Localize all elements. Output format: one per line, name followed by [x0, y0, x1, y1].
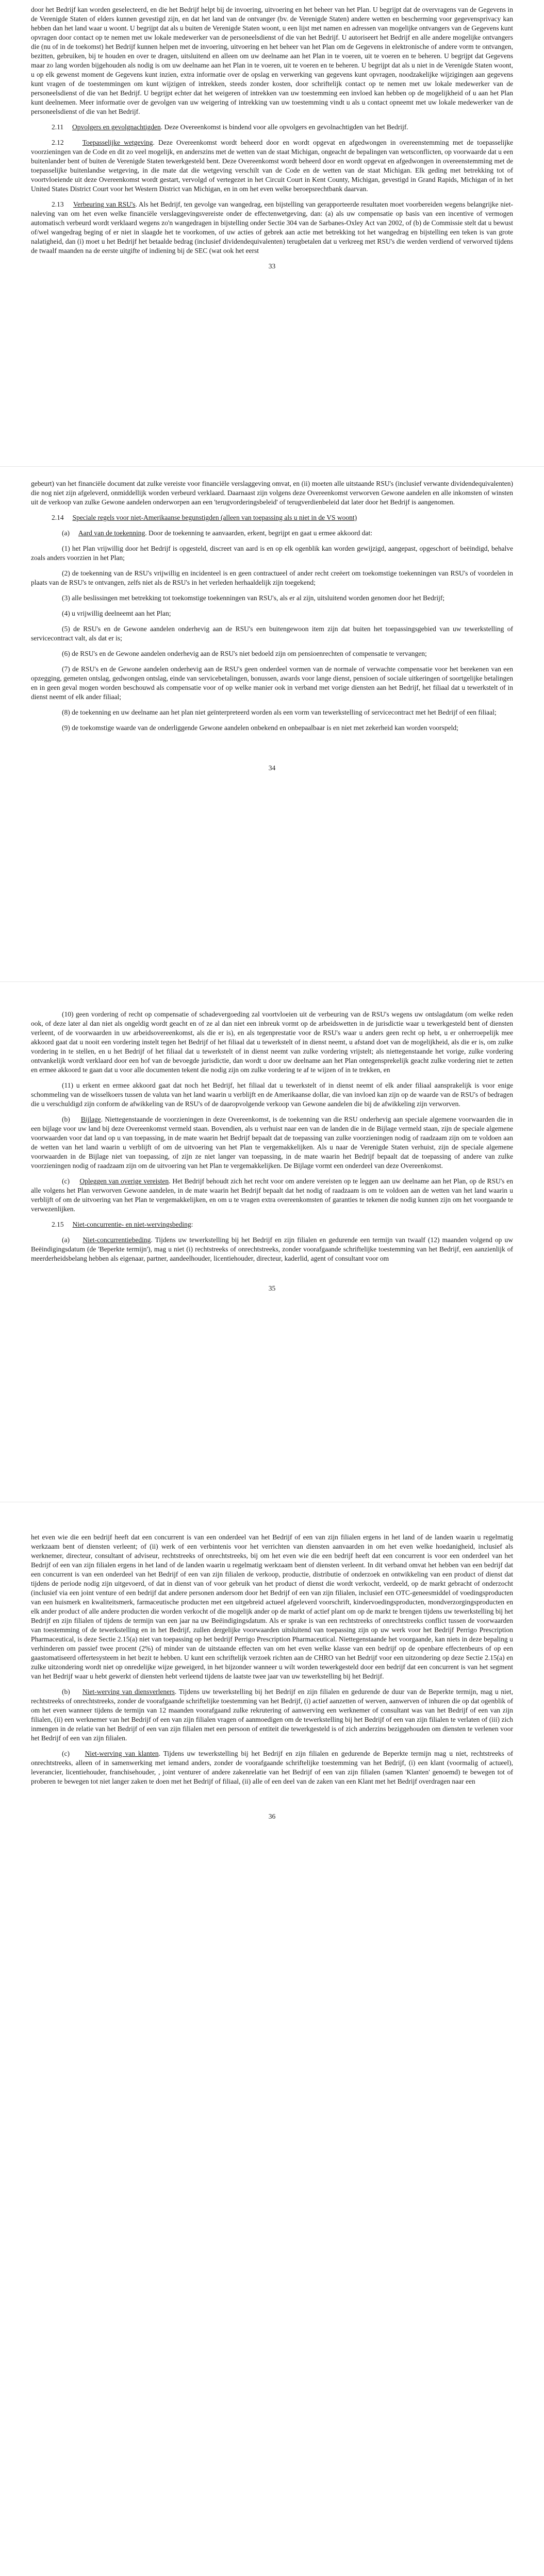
list-item: (2) de toekenning van de RSU's vrijwillig en incidenteel is en geen contractueel of ander recht creëert om toekomstige toekenningen van RSU's of voordelen in plaats van de RSU's te ontvangen, zelfs niet als de RSU's in het verleden herhaaldelijk zijn toegekend;: [31, 569, 513, 586]
clause-title: Bijlage: [80, 1115, 101, 1123]
paragraph: het even wie die een bedrijf heeft dat een concurrent is van een onderdeel van het Bedrijf of een van zijn filialen ergens in het land of de landen waarin u regelmatig werkzaam bent of diensten verleent; of (ii) werk of een verbintenis voor het verrichten van diensten aanvaarden in om het even welke hoedanigheid, inclusief als werknemer, directeur, consultant of adviseur, rechtstreeks of onrechtstreeks, bij om het even wie die een bedrijf heeft dat een concurrent is voor een onderdeel van het Bedrijf of een van zijn filialen ergens in het land of de landen waarin u regelmatig werkzaam bent of diensten verleent. In dit verband omvat het hebben van een bedrijf dat een concurrent is van een onderdeel van het Bedrijf of een van zijn filialen de verkoop, productie, distributie of onderzoek en ontwikkeling van een product of dienst dat tijdens de periode nodig zijn uitgevoerd, of dat in dienst van of voor gebruik van het product of dienst die wordt verkocht, verdeeld, op de markt gebracht of onderzocht (inclusief via een joint venture of een bedrijf dat andere personen andersom door het Bedrijf of een van zijn filialen, inclusief een OTC-geneesmiddel of voedingsproducten van een huismerk en kwaliteitsmerk, farmaceutische producten met een uitgebreid actueel afgeleverd voorschrift, kindervoedingsproducten, mondverzorgingsproducten en elk ander product of alle andere producten die worden verkocht of die mogelijk ander op de markt of actief plant om op de markt te brengen tijdens uw tewerkstelling bij het Bedrijf en zijn filialen of tijdens de termijn van een jaar na uw Beëindigingsdatum. Als er sprake is van een rechtstreeks of onrechtstreeks conflict tussen de voorwaarden van toestemming of de tewerkstelling en in het Bedrijf, zullen dergelijke voorwaarden uitsluitend van toepassing zijn op uw werk voor het Bedrijf Perrigo Prescription Pharmaceutical, is deze Sectie 2.15(a) niet van toepassing op het bedrijf Perrigo Prescription Pharmaceutical. Niettegenstaande het voorgaande, kan niets in deze bepaling u verhinderen om passief twee procent (2%) of minder van de uitstaande effecten van om het even welke klasse van een bedrijf op de openbare effectenbeurs of op een gaastomatiseerd offertesysteem in het bezit te hebben. U kunt een schriftelijk verzoek richten aan de CHRO van het Bedrijf voor een uitzondering op deze Sectie 2.15(a) en zulke uitzondering wordt niet op onredelijke wijze geweigerd, in het bijzonder wanneer u wilt worden tewerkgesteld door een bedrijf dat een concurrent is van het segment van het Bedrijf waar u hebt gewerkt of diensten hebt verleend tijdens de laatste twee jaar van uw tewerkstelling bij het Bedrijf.: [31, 1533, 513, 1680]
section-text: . Deze Overeenkomst is bindend voor alle opvolgers en gevolnachtigden van het Bedrijf.: [160, 123, 408, 131]
list-item: (5) de RSU's en de Gewone aandelen onderhevig aan de RSU's een buitengewoon item zijn dat buiten het toepassingsgebied van uw tewerkstelling of servicecontract valt, als dat er is;: [31, 625, 513, 642]
clause-text: . Tijdens uw tewerkstelling bij het Bedrijf en zijn filialen en gedurende een termijn van twaalf (12) maanden volgend op uw Beëindigingsdatum (de 'Beperkte termijn'), mag u niet (i) rechtstreeks of onrechtstreeks, zonder voorafgaande schriftelijke toestemming van het Bedrijf, een aanzienlijk of meerderheidsbelang hebben als eigenaar, partner, aandeelhouder, licentiehouder, directeur, kaderlid, agent of consultant voor om: [31, 1236, 513, 1262]
section-number: 2.11: [52, 123, 64, 131]
clause-label: (c): [62, 1177, 70, 1185]
section-number: 2.12: [52, 139, 64, 146]
page-34: [31, 479, 513, 773]
section-title: Toepasselijke wetgeving: [82, 139, 153, 146]
list-item: (1) het Plan vrijwillig door het Bedrijf is opgesteld, discreet van aard is en op elk ogenblik kan worden gewijzigd, aangepast, opgeschort of beëindigd, behalve zoals anders voorzien in het Plan;: [31, 545, 513, 562]
section-text: . Deze Overeenkomst wordt beheerd door en wordt opgevat en afgedwongen in overeenstemming met de toepasselijke voorzieningen van de Code en dit zo veel mogelijk, en anderszins met de wetten van de staat Michigan, ongeacht de bepalingen van wetsconflicten, op voorwaarde dat u een buitenlander bent of buiten de Verenigde Staten tewerkgesteld bent. Deze Overeenkomst wordt beheerd door en wordt opgevat en afgedwongen in overeenstemming met de toepasselijke buitenlandse wetgeving, in die mate dat die wetgeving verschilt van de Code en de wetten van de staat Michigan. Elk geding met betrekking tot of voortvloeiende uit deze Overeenkomst wordt gestart, vervolgd of vertegezet in het Circuit Court in Kent County, Michigan, gevestigd in Grand Rapids, Michigan of in het United States District Court voor het Western District van Michigan, en in om het even welke beroepsrechtbank daarvan.: [31, 139, 513, 193]
list-item: (9) de toekomstige waarde van de onderliggende Gewone aandelen onbekend en onbepaalbaar is en niet met zekerheid kan worden voorspeld;: [62, 724, 458, 732]
clause-label: (b): [62, 1115, 70, 1123]
clause-b: [31, 1115, 513, 1171]
clause-label: (b): [62, 1688, 70, 1696]
clause-text: . Tijdens uw tewerkstelling bij het Bedrijf en zijn filialen en gedurende de Beperkte termijn mag u niet, rechtstreeks of onrechtstreeks, alleen of in samenwerking met iemand anders, zonder de voorafgaande schriftelijke toestemming van het Bedrijf, (i) een klant (voormalig of actueel), leverancier, licentiehouder, franchisehouder, , joint venturer of andere zakenrelatie van het Bedrijf of een van zijn filialen (samen 'Klanten' genoemd) te bewegen tot of proberen te bewegen tot niet langer zaken te doen met het Bedrijf of filiaal, (ii) alle of een deel van de zaken van een Klant met het Bedrijf overdragen naar een: [31, 1750, 514, 1785]
section-colon: :: [191, 1221, 193, 1228]
clause-title: Niet-werving van diensverleners: [82, 1688, 175, 1696]
section-2-14: [31, 513, 513, 522]
list-item: (10) geen vordering of recht op compensatie of schadevergoeding zal voortvloeien uit de verbeuring van de RSU's wegens uw ontslagdatum (om welke reden ook, of deze later al dan niet als ongeldig wordt geacht en of ze al dan niet een inbreuk vormt op de arbeidswetten in de jurisdictie waar u tewerkgesteld bent of diensten verleent, of de voorwaarden in uw arbeidsovereenkomst, als die er is), en als tegenprestatie voor de RSU's waar u anders geen recht op hebt, u er onherroepelijk mee akkoord gaat dat u nooit een vordering instelt tegen het Bedrijf of het filiaal dat u tewerkstelt of in dienst neemt, u afstand doet van de mogelijkheid, als die er is, om zulke vordering in te stellen, en u het Bedrijf of het filiaal dat u tewerkstelt of in dienst neemt van zulke vordering vrijstelt; als niettegenstaande het vorige, zulke vordering ontvankelijk wordt verklaard door een hof van de bevoegde jurisdictie, dan wordt u door uw deelname aan het Plan ontegensprekelijk geacht zulke vordering niet te zetten en ermee akkoord te gaan dat u voor alle documenten tekent die nodig zijn om zulke vordering te af te wijzen of in te trekken, en: [31, 1010, 513, 1074]
clause-label: (a): [62, 529, 70, 537]
paragraph: gebeurt) van het financiële document dat zulke vereiste voor financiële verslaggeving omvat, en (ii) moeten alle uitstaande RSU's (inclusief verwante dividendequivalenten) die nog niet zijn afgeleverd, onmiddellijk worden verbeurd verklaard. Daarnaast zijn volgens deze Overeenkomst verworven Gewone aandelen en alle inkomsten of winsten uit de verkoop van zulke Gewone aandelen onderworpen aan een 'terugvorderingsbeleid' of terugverdienbeleid dat later door het Bedrijf is aangenomen.: [31, 480, 513, 506]
clause-c: [31, 1177, 513, 1214]
clause-text: . Door de toekenning te aanvaarden, erkent, begrijpt en gaat u ermee akkoord dat:: [145, 529, 373, 537]
list-item: (4) u vrijwillig deelneemt aan het Plan;: [62, 609, 171, 617]
section-number: 2.13: [52, 200, 64, 208]
list-item: (8) de toekenning en uw deelname aan het plan niet geïnterpreteerd worden als een vorm van tewerkstelling of servicecontract met het Bedrijf of een filiaal;: [62, 708, 497, 716]
clause-label: (c): [62, 1750, 70, 1757]
section-2-12: [31, 138, 513, 194]
list-item: (3) alle beslissingen met betrekking tot toekomstige toekenningen van RSU's, als er al zijn, uitsluitend worden genomen door het Bedrijf;: [62, 594, 445, 602]
clause-text: . Het Bedrijf behoudt zich het recht voor om andere vereisten op te leggen aan uw deelname aan het Plan, op de RSU's en alle volgens het Plan verworven Gewone aandelen, in de mate waarin het Bedrijf bepaalt dat het nodig of raadzaam is om te voldoen aan de wetten van het land waarin u verblijft of om de uitvoering van het Plan te vergemakkelijken, en om u te vragen extra overeenkomsten of garanties te tekenen die nodig kunnen zijn om het voorgaande te verwezenlijken.: [31, 1177, 514, 1213]
page-36: [31, 1533, 513, 1821]
section-2-11: [31, 123, 513, 132]
clause-text: . Tijdens uw tewerkstelling bij het Bedrijf en zijn filialen en gedurende de duur van de Beperkte termijn, mag u niet, rechtstreeks of onrechtstreeks, zonder de voorafgaande schriftelijke toestemming van het Bedrijf, (i) actief aanzetten of werven, aanwerven of inhuren die op dat ogenblik of om het even wanneer tijdens de termijn van 12 maanden voorafgaand zulke rekrutering of aanwerving een werknemer of consultant was van het Bedrijf of een van zijn filialen, (ii) een werknemer van het Bedrijf of een van zijn filialen vragen of aanmoedigen om de tewerkstelling bij het Bedrijf of een van zijn filialen te verlaten of (iii) zich inmengen in de relatie van het Bedrijf of een van zijn filialen met een persoon of entiteit die tewerkgesteld is of zich anderzins beziggehouden om diensten te verlenen voor het Bedrijf of een van zijn filialen.: [31, 1688, 514, 1742]
page-number: 33: [268, 262, 276, 270]
section-title: Speciale regels voor niet-Amerikaanse begunstigden (alleen van toepassing als u niet in de VS woont): [72, 514, 357, 521]
list-item: (11) u erkent en ermee akkoord gaat dat noch het Bedrijf, het filiaal dat u tewerkstelt of in dienst neemt of elk ander filiaal aansprakelijk is voor enige schommeling van de wisselkoers tussen de valuta van het land waarin u verblijft en de Amerikaanse dollar, die van invloed kan zijn op de waarde van de RSU's of bedragen die u verschuldigd zijn conform de afwikkeling van de RSU's of de daaropvolgende verkoop van Gewone aandelen die bij de afwikkeling zijn verworven.: [31, 1081, 513, 1108]
list-item: (6) de RSU's en de Gewone aandelen onderhevig aan de RSU's niet bedoeld zijn om pensioenrechten of compensatie te vervangen;: [62, 650, 427, 657]
clause-title: Niet-concurrentiebeding: [83, 1236, 151, 1244]
page-number: 35: [268, 1284, 276, 1292]
section-number: 2.15: [52, 1221, 64, 1228]
clause-c: [31, 1749, 513, 1786]
page-number: 34: [268, 764, 276, 772]
clause-title: Opleggen van overige vereisten: [79, 1177, 169, 1185]
clause-title: Aard van de toekenning: [78, 529, 145, 537]
clause-a: [31, 1235, 513, 1263]
clause-b: [31, 1687, 513, 1743]
clause-a: [31, 529, 513, 538]
section-title: Opvolgers en gevolgnachtigden: [72, 123, 161, 131]
section-title: Niet-concurrentie- en niet-wervingsbeding: [72, 1221, 191, 1228]
list-item: (7) de RSU's en de Gewone aandelen onderhevig aan de RSU's geen onderdeel vormen van de normale of verwachte compensatie voor het berekenen van een opzegging, gemeten ontslag, gedwongen ontslag, einde van servicebetalingen, bonussen, awards voor lange dienst, pensioen of sociale uitkeringen of soortgelijke betalingen en in geen geval mogen worden beschouwd als compensatie voor of op welke manier ook in verband met vorige diensten aan het Bedrijf, het filiaal dat u tewerkstelt of in dienst neemt of elk ander filiaal;: [31, 665, 513, 701]
section-text: . Als het Bedrijf, ten gevolge van wangedrag, een bijstelling van gerapporteerde resultaten moet voorbereiden wegens belangrijke niet-naleving van om het even welke financiële verslaggevingsvereiste onder de effectenwetgeving, dan: (a) als uw compensatie op basis van een incentive of vermogen automatisch verbeurd wordt verklaard wegens zo'n wangedragen in bijstelling onder Sectie 304 van de Sarbanes-Oxley Act van 2002, of (b) de Commissie stelt dat u bewust of/wel wangedrag beging of er niet in slaagde het te voorkomen, of uw acties of gebrek aan actie met betrekking tot het wangedrag en bijstelling een teken is van grote nalatigheid, dan (i) moet u het Bedrijf het betaalde bedrag (inclusief dividendequivalenten) terugbetalen dat u verkreeg met RSU's die werden verdiend of verworved tijdens de twaalf maanden na de eerste uitgifte of indiening bij de SEC (wat ook het eerst: [31, 200, 514, 255]
page-number: 36: [268, 1812, 276, 1820]
clause-text: . Niettegenstaande de voorzieningen in deze Overeenkomst, is de toekenning van die RSU onderhevig aan speciale algemene voorwaarden die in een bijlage voor uw land bij deze Overeenkomst vermeld staan. Bovendien, als u verhuist naar een van de landen die in de Bijlage vermeld staan, zijn de speciale algemene voorwaarden voor dat land op u van toepassing, in de mate waarin het Bedrijf bepaalt dat de toepassing van zulke voorzieningen nodig of raadzaam zijn om te voldoen aan de wetten van het land waarin u verblijft of om de uitvoering van het Plan te vergemakkelijken. Als u naar de Verenigde Staten verhuist, zijn de speciale algemene voorwaarden in de Bijlage niet van toepassing, of zijn ze niet langer van toepassing, in de mate waarin het Bedrijf bepaalt dat de toepassing of andere van zulke voorzieningen nodig of raadzaam zijn om de uitvoering van het Plan te vergemakkelijken. De Bijlage vormt een onderdeel van deze Overeenkomst.: [31, 1115, 514, 1170]
clause-title: Niet-werving van klanten: [85, 1750, 159, 1757]
page-divider: [0, 466, 544, 467]
section-title: Verbeuring van RSU's: [73, 200, 136, 208]
page-35: [31, 1010, 513, 1293]
page-divider: [0, 981, 544, 982]
clause-label: (a): [62, 1236, 70, 1244]
page-33: [31, 5, 513, 271]
paragraph: door het Bedrijf kan worden geselecteerd, en die het Bedrijf helpt bij de invoering, uitvoering en het beheer van het Plan. U begrijpt dat de overvragens van de Gegevens in de Verenigde Staten of elders kunnen gevestigd zijn, en dat het land van de ontvanger (bv. de Verenigde Staten) andere wetten en bescherming voor gegevensprivacy kan hebben dan het land waar u woont. U begrijpt dat als u buiten de Verenigde Staten woont, u een lijst met namen en adressen van mogelijke ontvangers van de Gegevens kunt opvragen door contact op te nemen met uw lokale medewerker van de personeelsdienst of die van het Bedrijf. U autoriseert het Bedrijf en alle andere mogelijke ontvangers die (nu of in de toekomst) het Bedrijf kunnen helpen met de invoering, uitvoering en het beheer van het Plan om de Gegevens in elektronische of andere vorm te ontvangen, bezitten, gebruiken, bij te houden en over te dragen, uitsluitend en alleen om uw deelname aan het Plan in te voeren, uit te voeren en te beheren. U begrijpt dat Gegevens maar zo lang worden bijgehouden als nodig is om uw deelname aan het Plan in te voeren, uit te voeren en te beheren. U begrijpt dat als u niet in de Verenigde Staten woont, u op elk gewenst moment de Gegevens kunt inzien, extra informatie over de opslag en verwerking van gegevens kunt opvragen, noodzakelijke wijzigingen aan gegevens kunt vragen of de toestemmingen om kunt wijzigen of intrekken, steeds zonder kosten, door schriftelijk contact op te nemen met uw lokale medewerker van de personeelsdienst of die van het Bedrijf. U begrijpt echter dat het weigeren of intrekken van uw toestemming een invloed kan hebben op de mogelijkheid of u aan het Plan kunt deelnemen. Meer informatie over de gevolgen van uw weigering of intrekking van uw toestemming vindt u als u contact opneemt met uw lokale medewerker van de personeelsdienst of die van het Bedrijf.: [31, 6, 513, 115]
section-number: 2.14: [52, 514, 64, 521]
section-2-15: [31, 1220, 513, 1229]
section-2-13: [31, 200, 513, 256]
